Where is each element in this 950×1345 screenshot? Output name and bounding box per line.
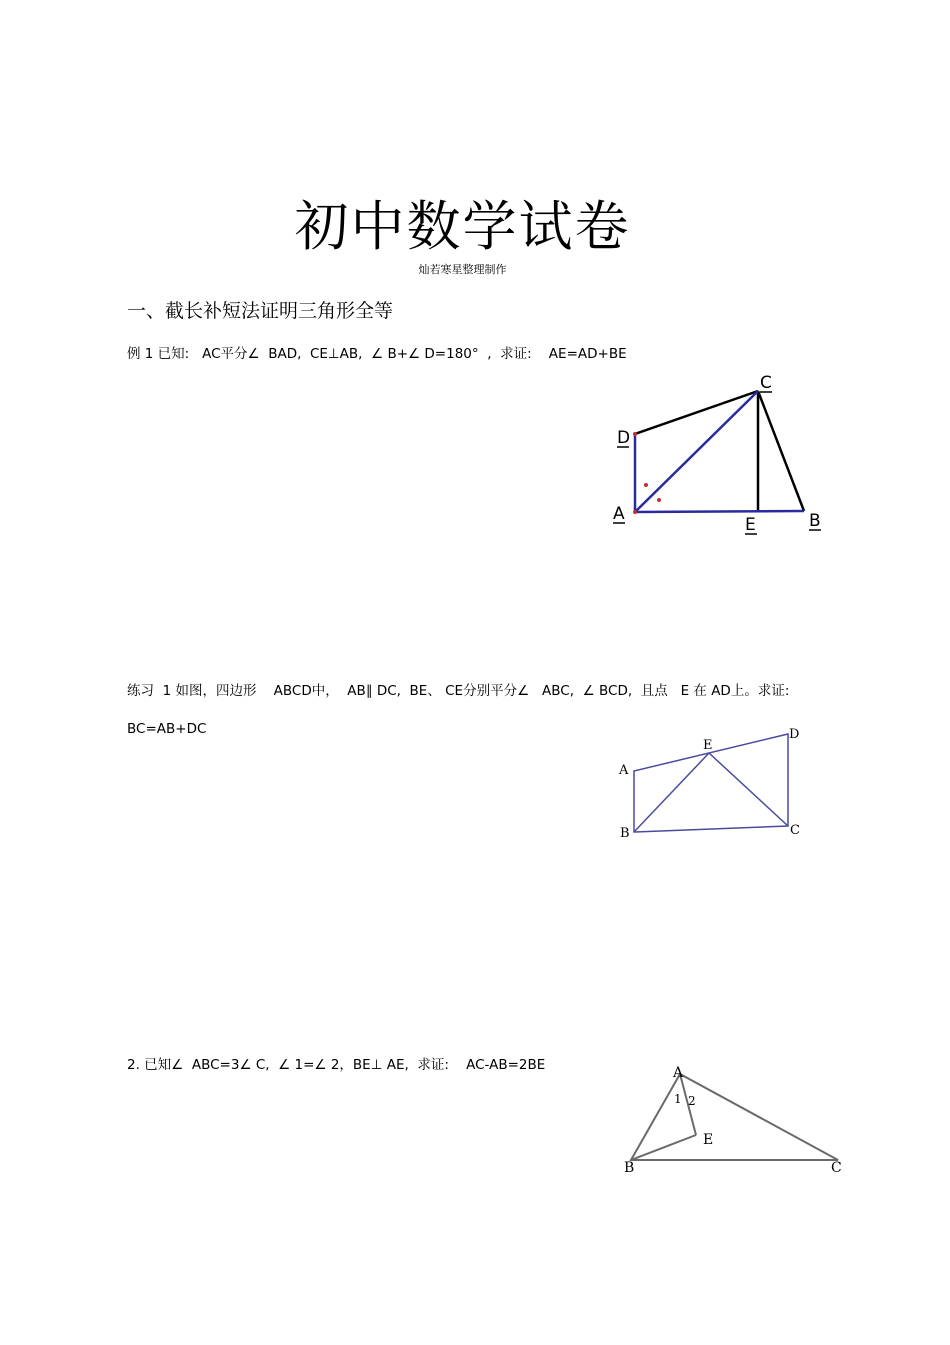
label-e: E (745, 515, 756, 535)
vertex-dot (633, 432, 637, 436)
label-c: C (831, 1160, 842, 1176)
segment-dc (635, 391, 758, 434)
page-subtitle: 灿若寒星整理制作 (418, 263, 507, 276)
label-e: E (703, 738, 713, 753)
label-b: B (809, 511, 821, 531)
label-c: C (790, 823, 800, 838)
exercise1-text-line1: 练习 1 如图，四边形 ABCD中， AB∥ DC, BE、 CE分别平分∠ ABC, ∠ BCD, 且点 E 在 AD上。求证: (127, 683, 790, 699)
segment-be (634, 753, 709, 832)
label-c: C (760, 373, 772, 393)
exercise1-text-line2: BC=AB+DC (127, 721, 207, 737)
segment-cb (758, 391, 804, 511)
angle-label-2: 2 (688, 1094, 696, 1108)
label-d: D (617, 428, 631, 448)
angle-mark-dot (657, 498, 661, 502)
segment-ac (635, 391, 758, 512)
exercise1-figure (610, 722, 810, 847)
label-b: B (624, 1160, 635, 1176)
angle-label-1: 1 (674, 1092, 682, 1106)
section-heading: 一、截长补短法证明三角形全等 (127, 300, 394, 322)
page-title: 初中数学试卷 (294, 195, 631, 258)
label-d: D (789, 727, 800, 742)
problem2-text: 2. 已知∠ ABC=3∠ C, ∠ 1=∠ 2，BE⊥ AE, 求证: AC-AB=2BE (127, 1057, 546, 1073)
example1-figure (600, 364, 830, 540)
segment-ce (709, 753, 788, 826)
label-a: A (673, 1065, 684, 1081)
example1-text: 例 1 已知: AC平分∠ BAD, CE⊥AB, ∠ B+∠ D=180° , 求证: AE=AD+BE (127, 346, 627, 362)
label-a: A (619, 763, 629, 778)
segment-be (631, 1135, 696, 1160)
vertex-dot (633, 510, 637, 514)
problem2-figure (615, 1058, 845, 1178)
label-a: A (613, 504, 625, 524)
segment-ab (635, 511, 804, 512)
label-b: B (620, 826, 630, 841)
label-e: E (703, 1132, 714, 1148)
angle-mark-dot (644, 483, 648, 487)
